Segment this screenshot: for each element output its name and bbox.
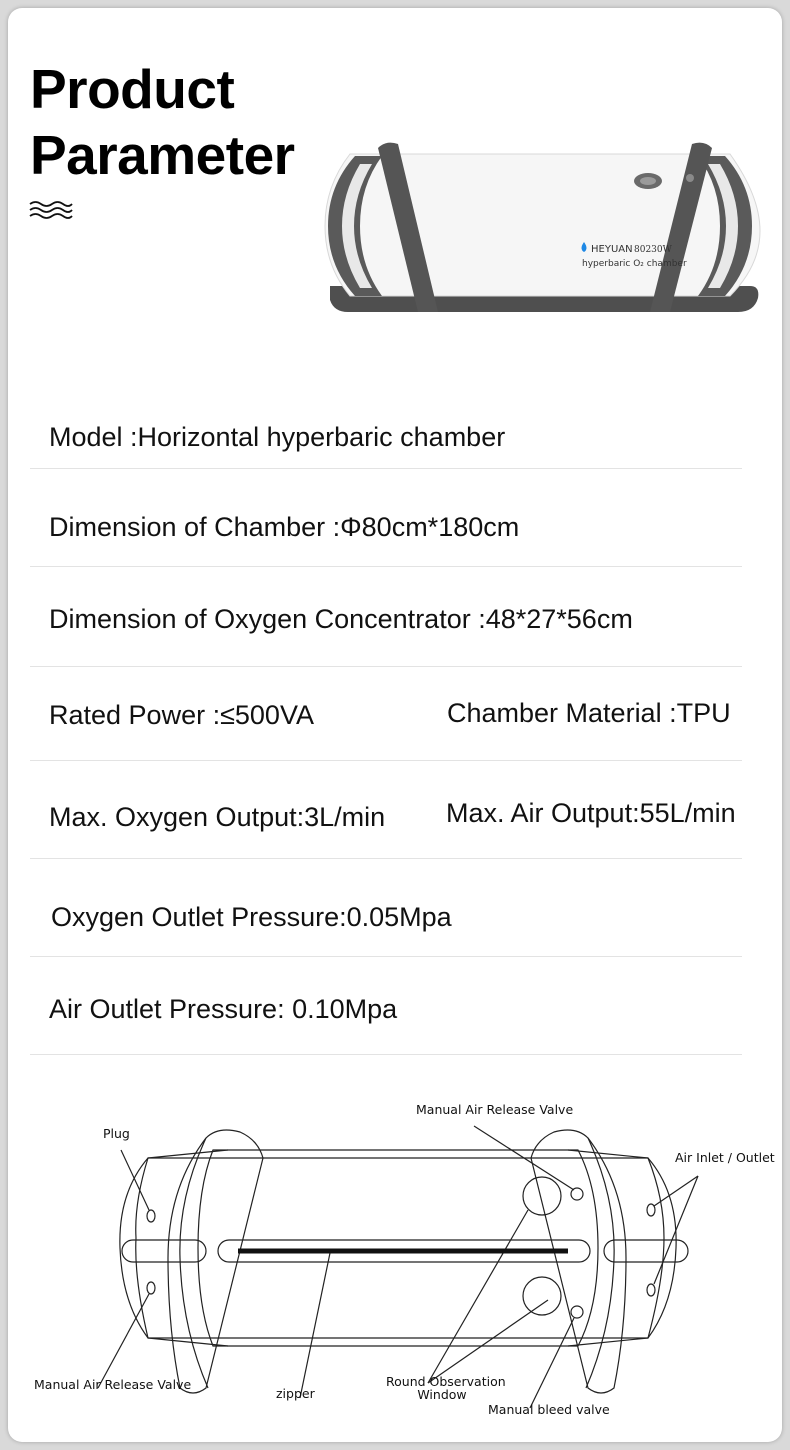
model-number: 80230W [634,245,672,255]
title-line-2: Parameter [30,124,295,186]
spec-row-concentrator-dimension [30,566,742,667]
brand-name: HEYUAN [591,244,633,255]
label-manual-air-release-valve-top: Manual Air Release Valve [416,1102,574,1117]
label-round-observation-window [386,1374,506,1402]
spec-row-air-pressure [30,956,742,1055]
spec-row-model [30,412,742,469]
label-manual-air-release-valve-bottom: Manual Air Release Valve [34,1377,192,1392]
spec-model: Model :Horizontal hyperbaric chamber [49,422,506,452]
manual-air-release-valve-bottom [147,1282,155,1294]
label-plug: Plug [103,1126,130,1141]
spec-chamber-dimension: Dimension of Chamber :Φ80cm*180cm [49,512,520,542]
spec-air-outlet-pressure: Air Outlet Pressure: 0.10Mpa [49,994,398,1024]
observation-window-top [523,1177,561,1215]
wave-lines-icon [28,200,74,220]
spec-chamber-material: Chamber Material :TPU [447,698,731,728]
spec-max-oxygen-output: Max. Oxygen Output:3L/min [49,802,386,832]
observation-window-bottom [523,1277,561,1315]
label-air-inlet-outlet: Air Inlet / Outlet [675,1150,775,1165]
title-line-1: Product [30,58,235,120]
spec-row-oxygen-pressure [30,858,742,957]
air-inlet-port [647,1204,655,1216]
plug-port [147,1210,155,1222]
spec-row-chamber-dimension [30,468,742,567]
air-outlet-port [647,1284,655,1296]
spec-row-power-material [30,666,742,761]
label-zipper: zipper [276,1386,315,1401]
label-manual-bleed-valve: Manual bleed valve [488,1402,610,1417]
spec-concentrator-dimension: Dimension of Oxygen Concentrator :48*27*56cm [49,604,633,634]
label-round-observation-line2: Window [417,1387,467,1402]
spec-row-outputs [30,760,742,859]
spec-max-air-output: Max. Air Output:55L/min [446,798,736,828]
hyperbaric-chamber-image [320,136,770,321]
spec-oxygen-outlet-pressure: Oxygen Outlet Pressure:0.05Mpa [51,902,452,932]
manual-bleed-valve [571,1306,583,1318]
page-title [30,56,295,188]
chamber-outline [136,1158,664,1338]
label-round-observation-line1: Round Observation [386,1374,506,1389]
product-caption: hyperbaric O₂ chamber [582,259,687,269]
product-parameter-card [8,8,782,1442]
spec-rated-power: Rated Power :≤500VA [49,700,314,730]
